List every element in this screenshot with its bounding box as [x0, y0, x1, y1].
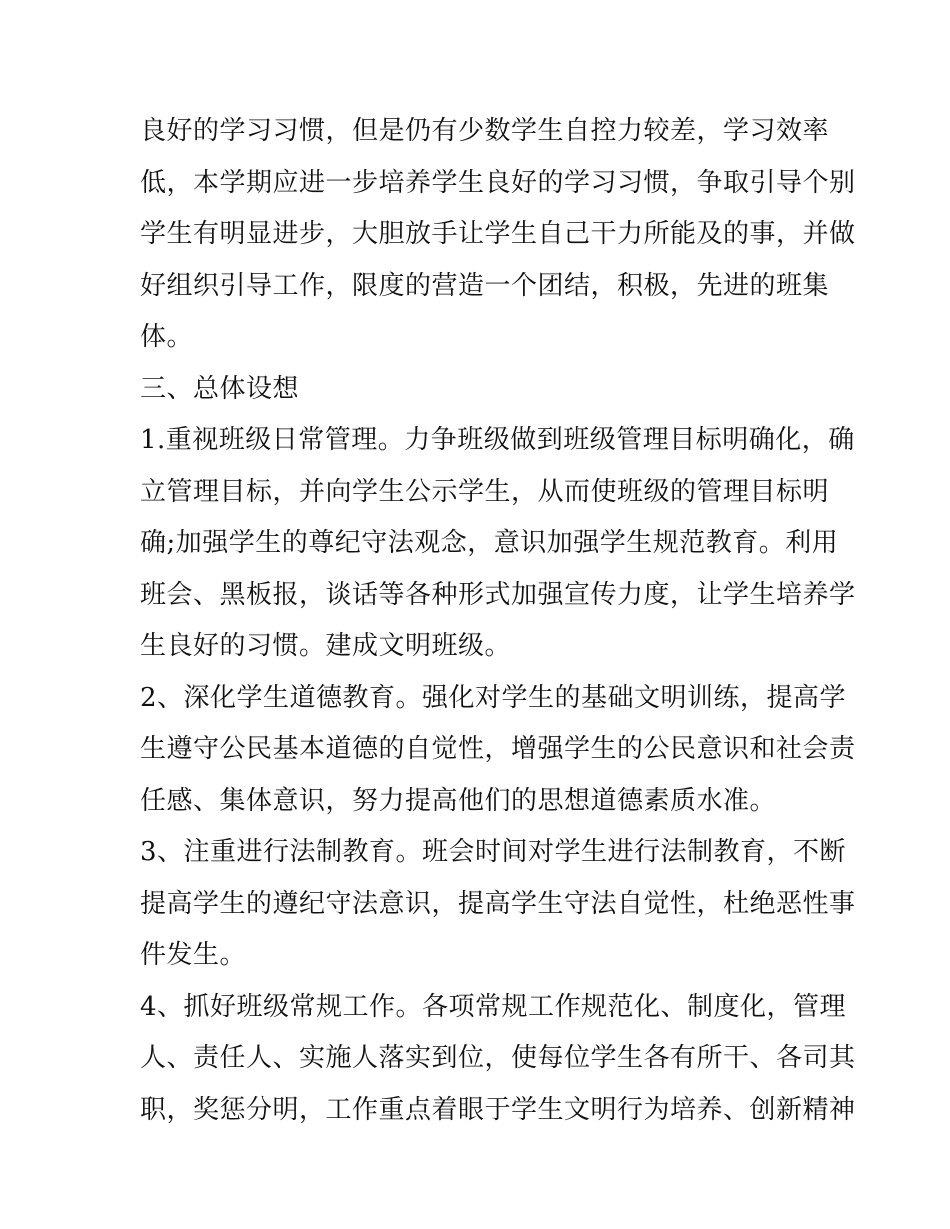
text-line: 2、深化学生道德教育。强化对学生的基础文明训练，提高学 [140, 682, 847, 713]
text-line: 生良好的习惯。建成文明班级。 [140, 631, 512, 661]
text-line: 提高学生的遵纪守法意识，提高学生守法自觉性，杜绝恶性事 [140, 888, 856, 919]
document-body [140, 106, 856, 1136]
text-line: 人、责任人、实施人落实到位，使每位学生各有所干、各司其 [140, 1043, 856, 1073]
text-line: 3、注重进行法制教育。班会时间对学生进行法制教育，不断 [140, 837, 847, 867]
text-line: 体。 [140, 322, 194, 352]
text-line: 学生有明显进步，大胆放手让学生自己干力所能及的事，并做 [140, 219, 856, 249]
section-heading: 三、总体设想 [140, 373, 300, 404]
text-line: 立管理目标，并向学生公示学生，从而使班级的管理目标明 [140, 476, 830, 507]
text-line: 良好的学习习惯，但是仍有少数学生自控力较差，学习效率 [140, 116, 830, 146]
text-line: 件发生。 [140, 940, 247, 970]
text-line: 任感、集体意识，努力提高他们的思想道德素质水准。 [140, 785, 777, 816]
text-line: 低，本学期应进一步培养学生良好的学习习惯，争取引导个别 [140, 167, 856, 198]
text-line: 确;加强学生的尊纪守法观念，意识加强学生规范教育。利用 [140, 528, 839, 558]
text-line: 4、抓好班级常规工作。各项常规工作规范化、制度化，管理 [140, 991, 847, 1022]
text-line: 班会、黑板报，谈话等各种形式加强宣传力度，让学生培养学 [140, 579, 856, 610]
text-line: 1.重视班级日常管理。力争班级做到班级管理目标明确化，确 [140, 425, 855, 455]
text-line: 好组织引导工作，限度的营造一个团结，积极，先进的班集 [140, 270, 830, 301]
text-line: 职，奖惩分明，工作重点着眼于学生文明行为培养、创新精神 [140, 1094, 856, 1125]
text-line: 生遵守公民基本道德的自觉性，增强学生的公民意识和社会责 [140, 734, 856, 764]
